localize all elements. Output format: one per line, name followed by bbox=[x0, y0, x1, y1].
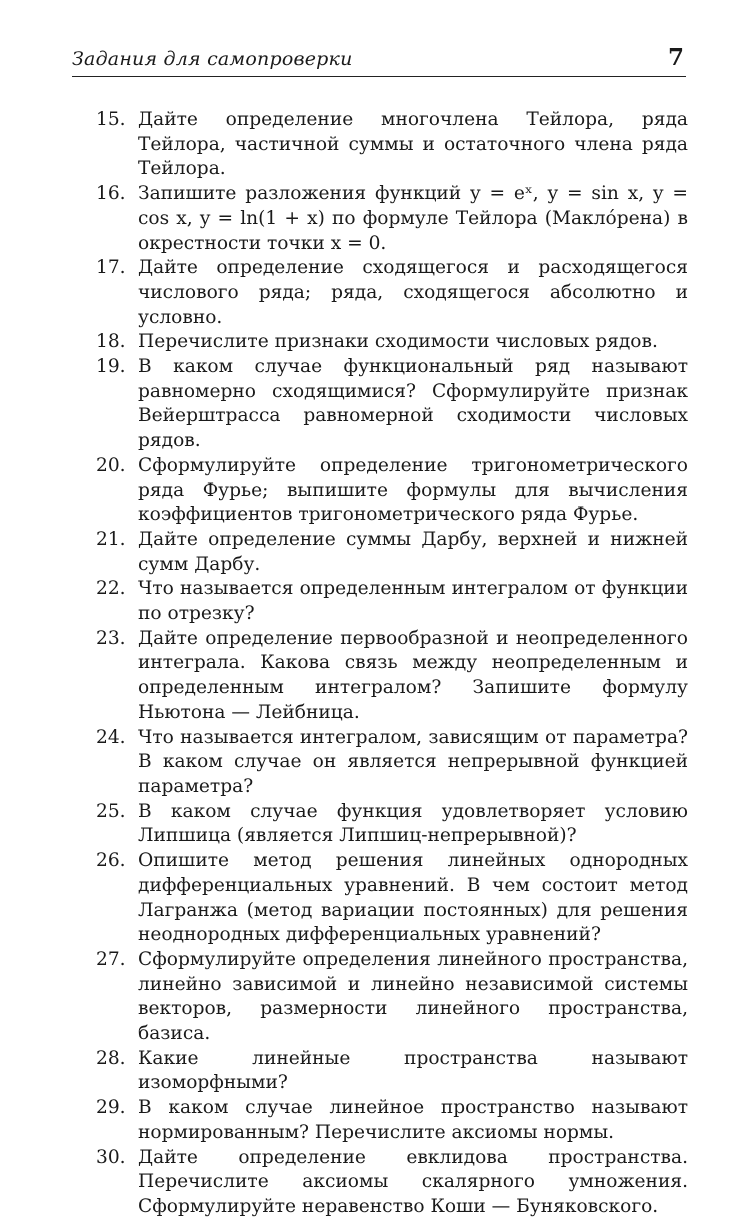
question-item bbox=[96, 948, 688, 1047]
question-text: Запишите разложения функций y = eˣ, y = sin x, y = cos x, y = ln(1 + x) по формуле Тейлора (Макло́рена) в окрестности точки x = 0. bbox=[138, 183, 688, 254]
question-text: Сформулируйте определения линейного пространства, линейно зависимой и линейно независимой системы векторов, размерности линейного пространства, базиса. bbox=[138, 948, 688, 1045]
question-number: 25. bbox=[96, 800, 126, 822]
question-text: Что называется интегралом, зависящим от параметра? В каком случае он является непрерывной функцией параметра? bbox=[138, 726, 688, 797]
question-number: 17. bbox=[96, 257, 126, 279]
question-text: Дайте определение первообразной и неопределенного интеграла. Какова связь между неопределенным и определенным интегралом? Запишите формулу Ньютона — Лейбница. bbox=[138, 627, 688, 723]
question-text: В каком случае функция удовлетворяет условию Липшица (является Липшиц-непрерывной)? bbox=[138, 800, 688, 847]
question-number: 24. bbox=[96, 726, 126, 748]
question-text: Что называется определенным интегралом от функции по отрезку? bbox=[138, 578, 688, 625]
page-number: 7 bbox=[667, 44, 684, 71]
question-text: В каком случае функциональный ряд называют равномерно сходящимися? Сформулируйте признак Вейерштрасса равномерной сходимости числовых рядов. bbox=[138, 356, 688, 452]
question-item bbox=[96, 1047, 688, 1096]
question-item bbox=[96, 800, 688, 849]
question-item bbox=[96, 454, 688, 528]
question-item bbox=[96, 726, 688, 800]
question-number: 26. bbox=[96, 850, 126, 872]
question-number: 30. bbox=[96, 1146, 126, 1168]
question-text: Дайте определение евклидова пространства. Перечислите аксиомы скалярного умножения. Сформулируйте неравенство Коши — Буняковского. bbox=[138, 1146, 688, 1217]
question-number: 19. bbox=[96, 356, 126, 378]
question-item bbox=[96, 182, 688, 256]
question-item bbox=[96, 849, 688, 948]
question-item bbox=[96, 528, 688, 577]
question-item bbox=[96, 1096, 688, 1145]
question-item bbox=[96, 330, 688, 355]
question-text: Опишите метод решения линейных однородных дифференциальных уравнений. В чем состоит метод Лагранжа (метод вариации постоянных) для решения неоднородных дифференциальных уравнений? bbox=[138, 850, 688, 946]
question-item bbox=[96, 256, 688, 330]
question-number: 18. bbox=[96, 331, 126, 353]
question-text: В каком случае линейное пространство называют нормированным? Перечислите аксиомы нормы. bbox=[138, 1097, 688, 1143]
question-number: 22. bbox=[96, 578, 126, 600]
question-item bbox=[96, 1146, 688, 1220]
question-text: Дайте определение многочлена Тейлора, ряда Тейлора, частичной суммы и остаточного члена ряда Тейлора. bbox=[138, 109, 688, 180]
question-text: Какие линейные пространства называют изоморфными? bbox=[138, 1047, 688, 1094]
question-item bbox=[96, 108, 688, 182]
question-number: 27. bbox=[96, 948, 126, 970]
question-item bbox=[96, 627, 688, 726]
question-number: 29. bbox=[96, 1097, 126, 1119]
running-head: Задания для самопроверки bbox=[72, 48, 353, 70]
question-number: 16. bbox=[96, 183, 126, 205]
page-header bbox=[72, 40, 686, 77]
question-number: 23. bbox=[96, 627, 126, 649]
question-item bbox=[96, 355, 688, 454]
question-item bbox=[96, 577, 688, 626]
question-text: Дайте определение суммы Дарбу, верхней и нижней сумм Дарбу. bbox=[138, 528, 688, 575]
question-number: 15. bbox=[96, 109, 126, 130]
question-text: Сформулируйте определение тригонометрического ряда Фурье; выпишите формулы для вычисления коэффициентов тригонометрического ряда Фурье. bbox=[138, 454, 688, 526]
question-list bbox=[96, 108, 688, 1220]
question-number: 28. bbox=[96, 1047, 126, 1069]
question-text: Перечислите признаки сходимости числовых рядов. bbox=[138, 331, 658, 353]
question-number: 21. bbox=[96, 528, 126, 550]
question-number: 20. bbox=[96, 454, 126, 476]
question-text: Дайте определение сходящегося и расходящегося числового ряда; ряда, сходящегося абсолютно и условно. bbox=[138, 257, 688, 328]
